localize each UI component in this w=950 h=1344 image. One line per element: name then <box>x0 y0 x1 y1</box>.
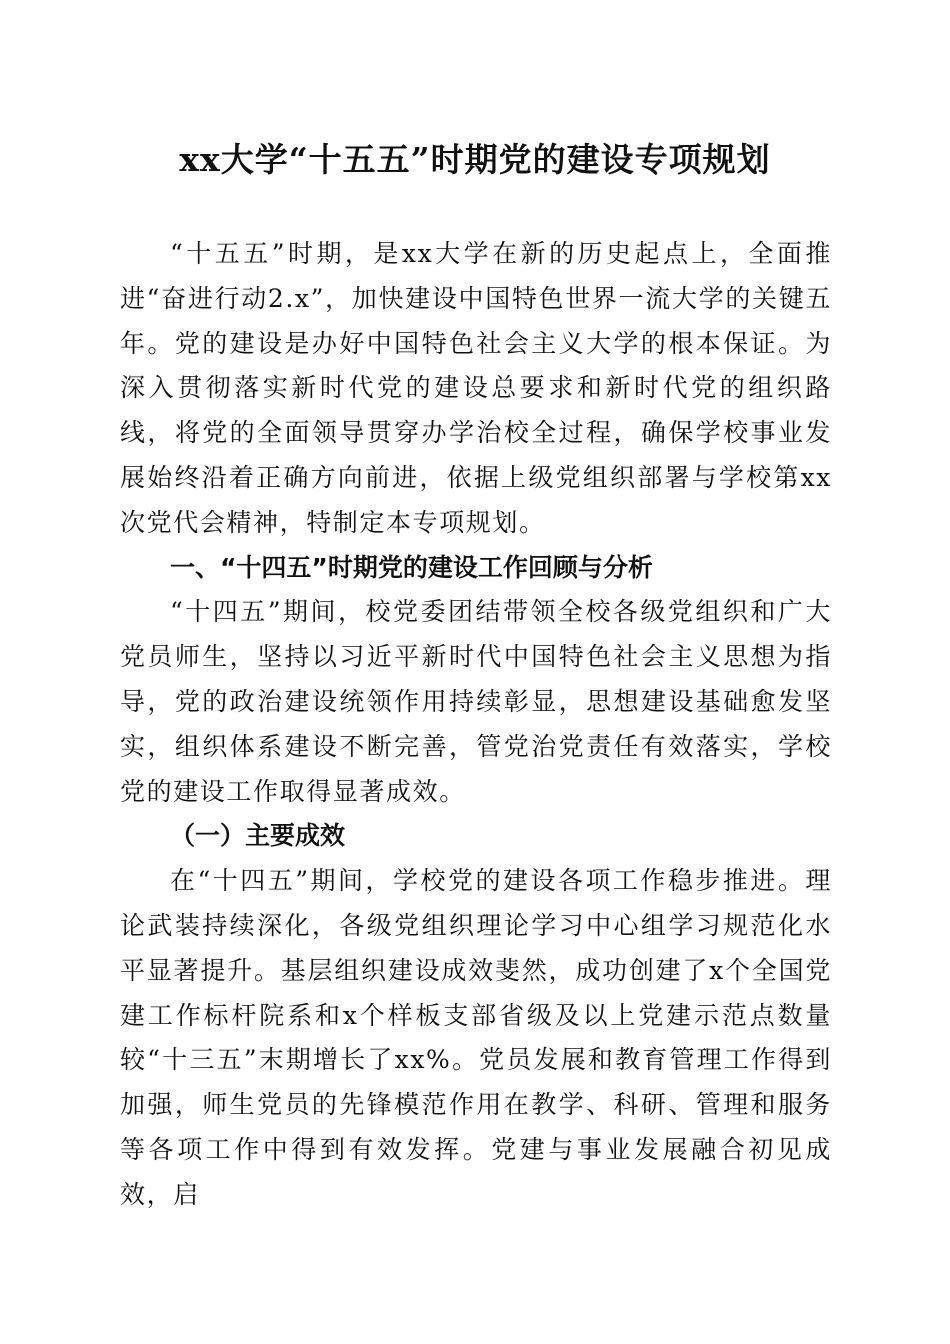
section-1-paragraph: “十四五”期间，校党委团结带领全校各级党组织和广大党员师生，坚持以习近平新时代中国特色社会主义思想为指导，党的政治建设统领作用持续彰显，思想建设基础愈发坚实，组织体系建设不断完善，管党治党责任有效落实，学校党的建设工作取得显著成效。 <box>120 597 832 806</box>
intro-paragraph: “十五五”时期，是xx大学在新的历史起点上，全面推进“奋进行动2.x”，加快建设中国特色世界一流大学的关键五年。党的建设是办好中国特色社会主义大学的根本保证。为深入贯彻落实新时代党的建设总要求和新时代党的组织路线，将党的全面领导贯穿办学治校全过程，确保学校事业发展始终沿着正确方向前进，依据上级党组织部署与学校第xx次党代会精神，特制定本专项规划。 <box>120 239 832 537</box>
subsection-1-paragraph: 在“十四五”期间，学校党的建设各项工作稳步推进。理论武装持续深化，各级党组织理论学习中心组学习规范化水平显著提升。基层组织建设成效斐然，成功创建了x个全国党建工作标杆院系和x个样板支部省级及以上党建示范点数量较“十三五”末期增长了xx%。党员发展和教育管理工作得到加强，师生党员的先锋模范作用在教学、科研、管理和服务等各项工作中得到有效发挥。党建与事业发展融合初见成效，启 <box>120 866 832 1209</box>
document-title: xx大学“十五五”时期党的建设专项规划 <box>179 140 771 179</box>
document-body <box>120 232 832 1218</box>
section-1-heading: 一、“十四五”时期党的建设工作回顾与分析 <box>170 552 653 582</box>
subsection-1-heading: （一）主要成效 <box>170 821 346 851</box>
